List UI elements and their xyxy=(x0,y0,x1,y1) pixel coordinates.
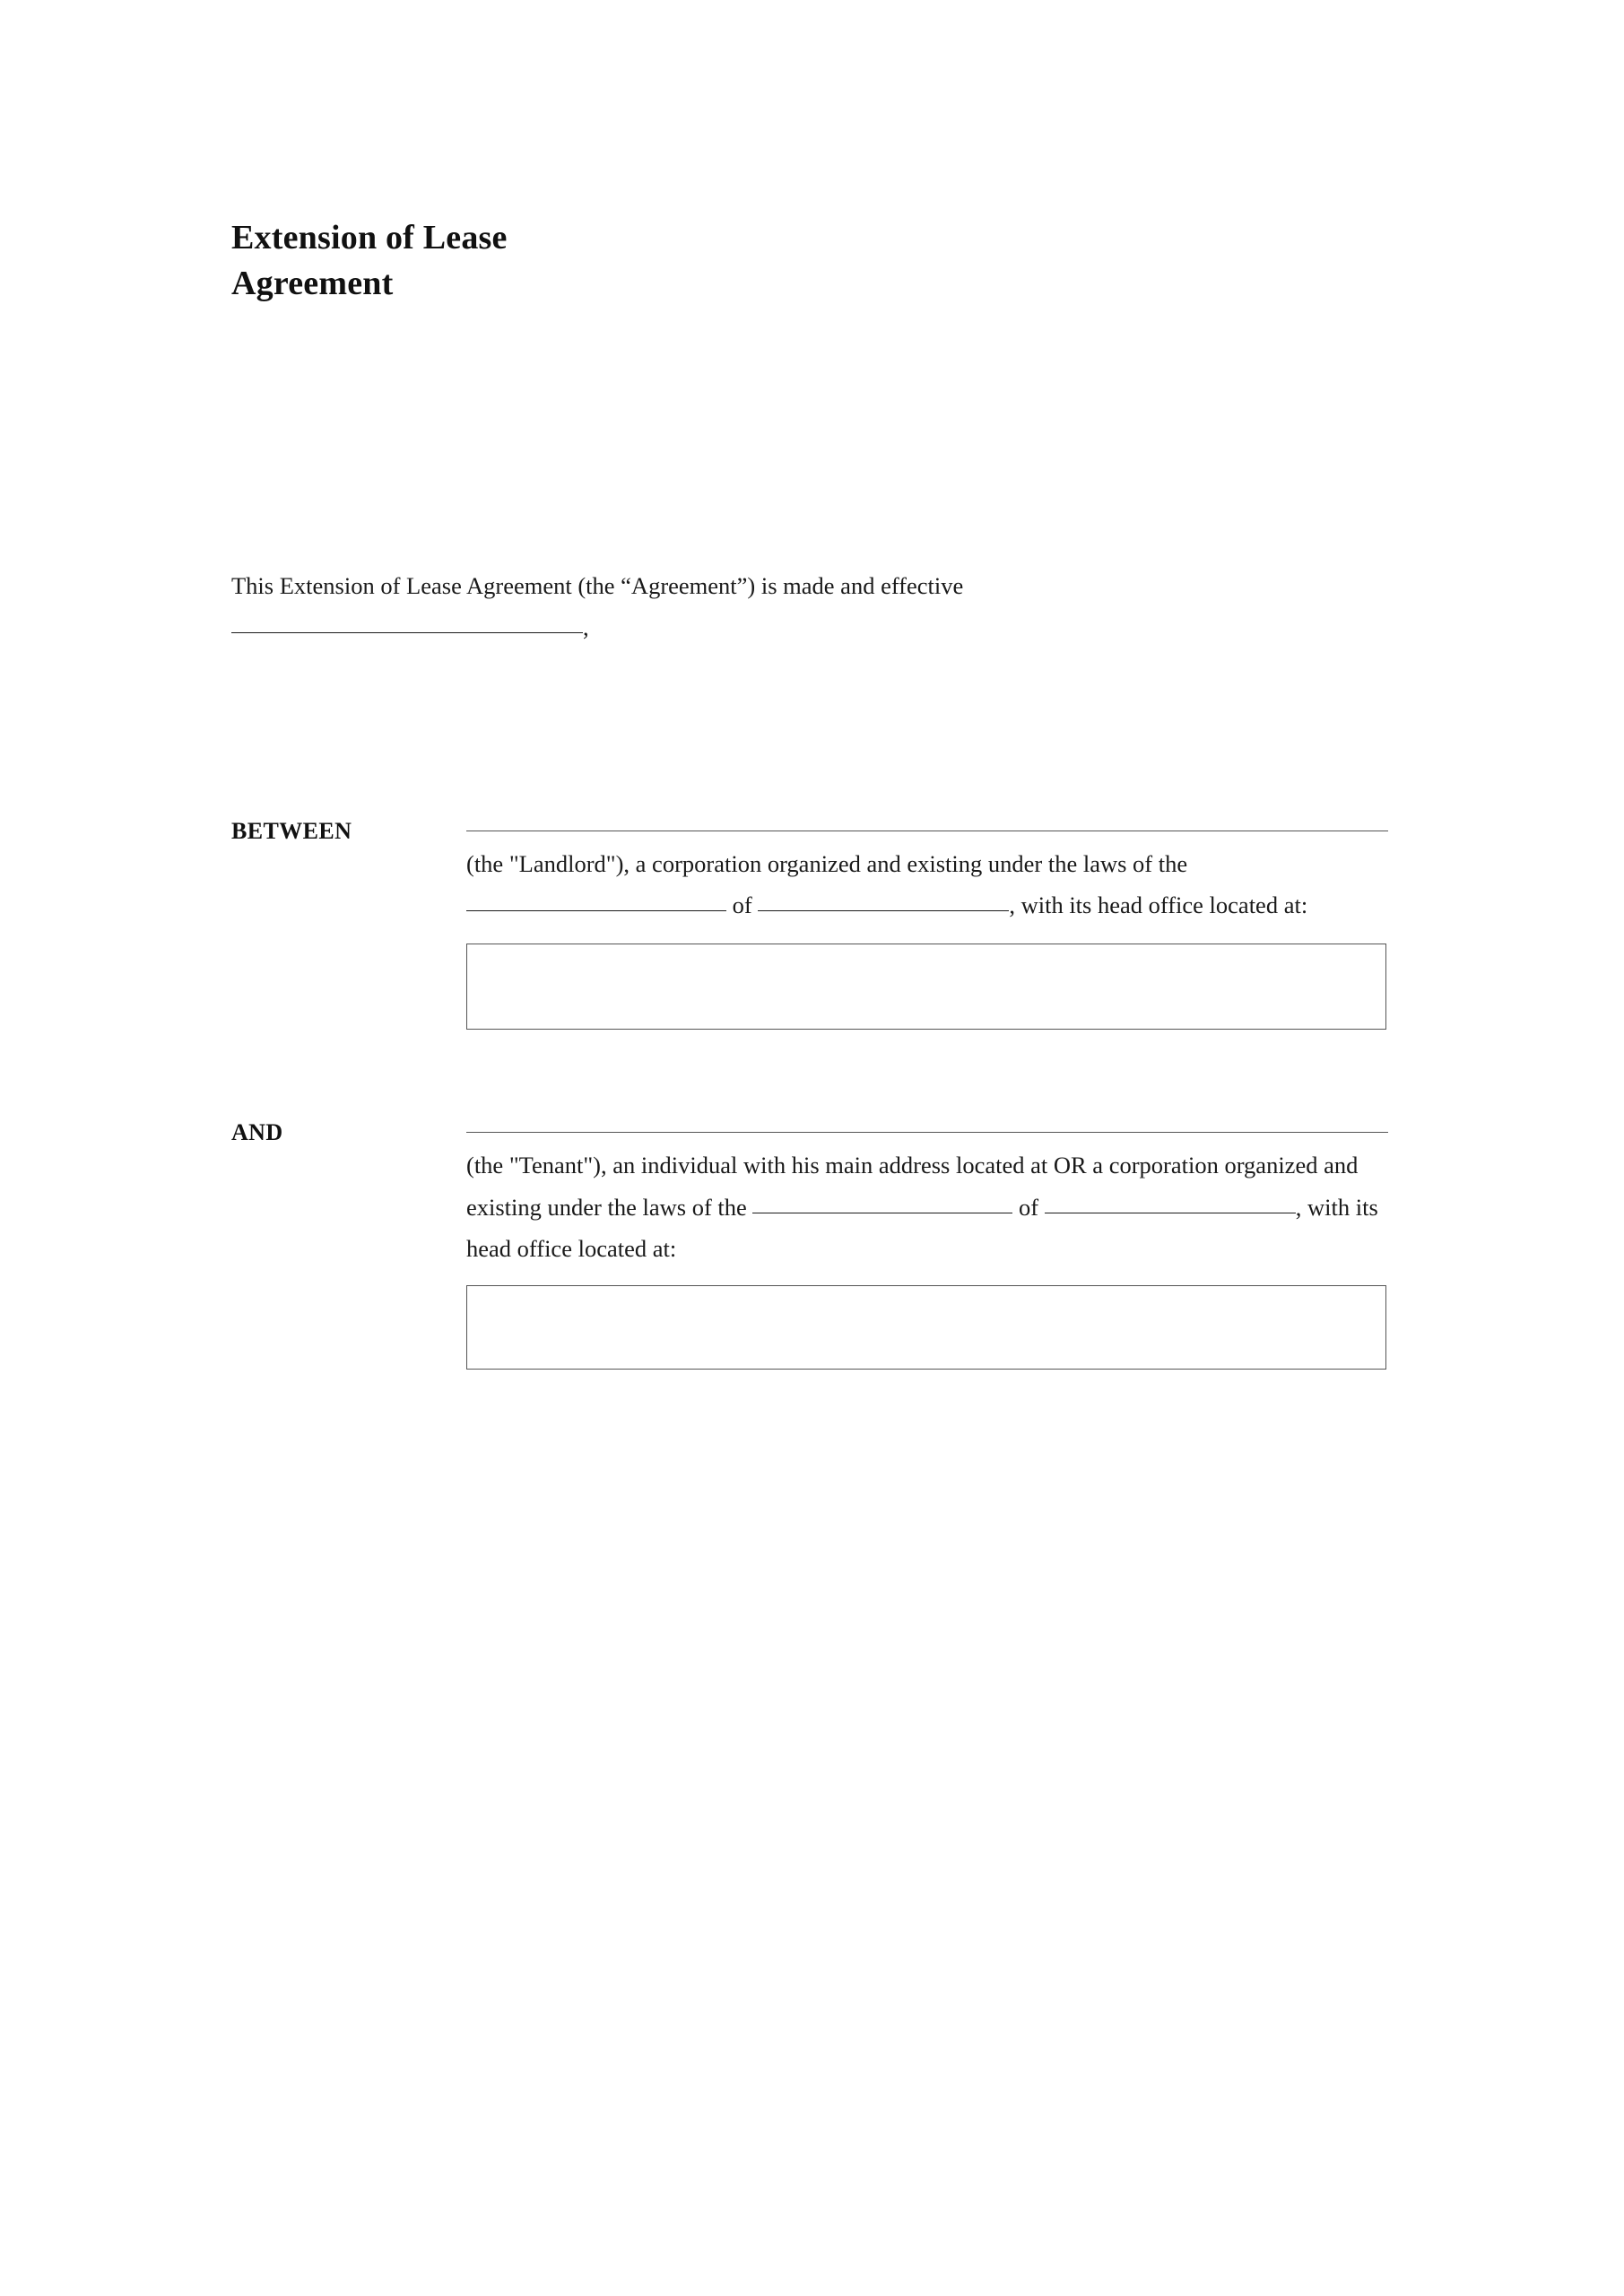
landlord-text-part-3: , with its head office located at: xyxy=(1009,891,1308,919)
page-title: Extension of Lease Agreement xyxy=(231,219,508,302)
party-block-tenant xyxy=(231,1109,1388,1369)
tenant-name-field[interactable] xyxy=(466,1109,1388,1133)
landlord-address-box[interactable] xyxy=(466,944,1386,1030)
document-content xyxy=(231,215,1388,1370)
intro-text-before-blank: This Extension of Lease Agreement (the “Agreement”) is made and effective xyxy=(231,572,964,600)
landlord-description xyxy=(466,843,1390,926)
party-label-and: AND xyxy=(231,1119,283,1146)
tenant-text-part-3: , with its head office located at: xyxy=(466,1193,1378,1262)
tenant-description xyxy=(466,1144,1390,1268)
party-body-tenant xyxy=(466,1109,1388,1369)
party-block-landlord xyxy=(231,807,1388,1030)
landlord-text-part-2: of xyxy=(726,891,759,919)
landlord-name-field[interactable] xyxy=(466,807,1388,831)
intro-text-after-blank: , xyxy=(583,613,589,640)
landlord-state-blank[interactable] xyxy=(466,910,726,911)
party-label-between: BETWEEN xyxy=(231,818,352,845)
landlord-country-blank[interactable] xyxy=(758,910,1009,911)
tenant-address-box[interactable] xyxy=(466,1285,1386,1370)
tenant-text-part-1: (the "Tenant"), an individual with his main address located at OR a corporation organized and existing under the laws of the xyxy=(466,1152,1359,1221)
party-body-landlord xyxy=(466,807,1388,1030)
landlord-text-part-1: (the "Landlord"), a corporation organized and existing under the laws of the xyxy=(466,850,1188,878)
tenant-text-part-2: of xyxy=(1012,1193,1045,1221)
effective-date-blank[interactable] xyxy=(231,632,583,633)
intro-paragraph xyxy=(231,566,1388,648)
